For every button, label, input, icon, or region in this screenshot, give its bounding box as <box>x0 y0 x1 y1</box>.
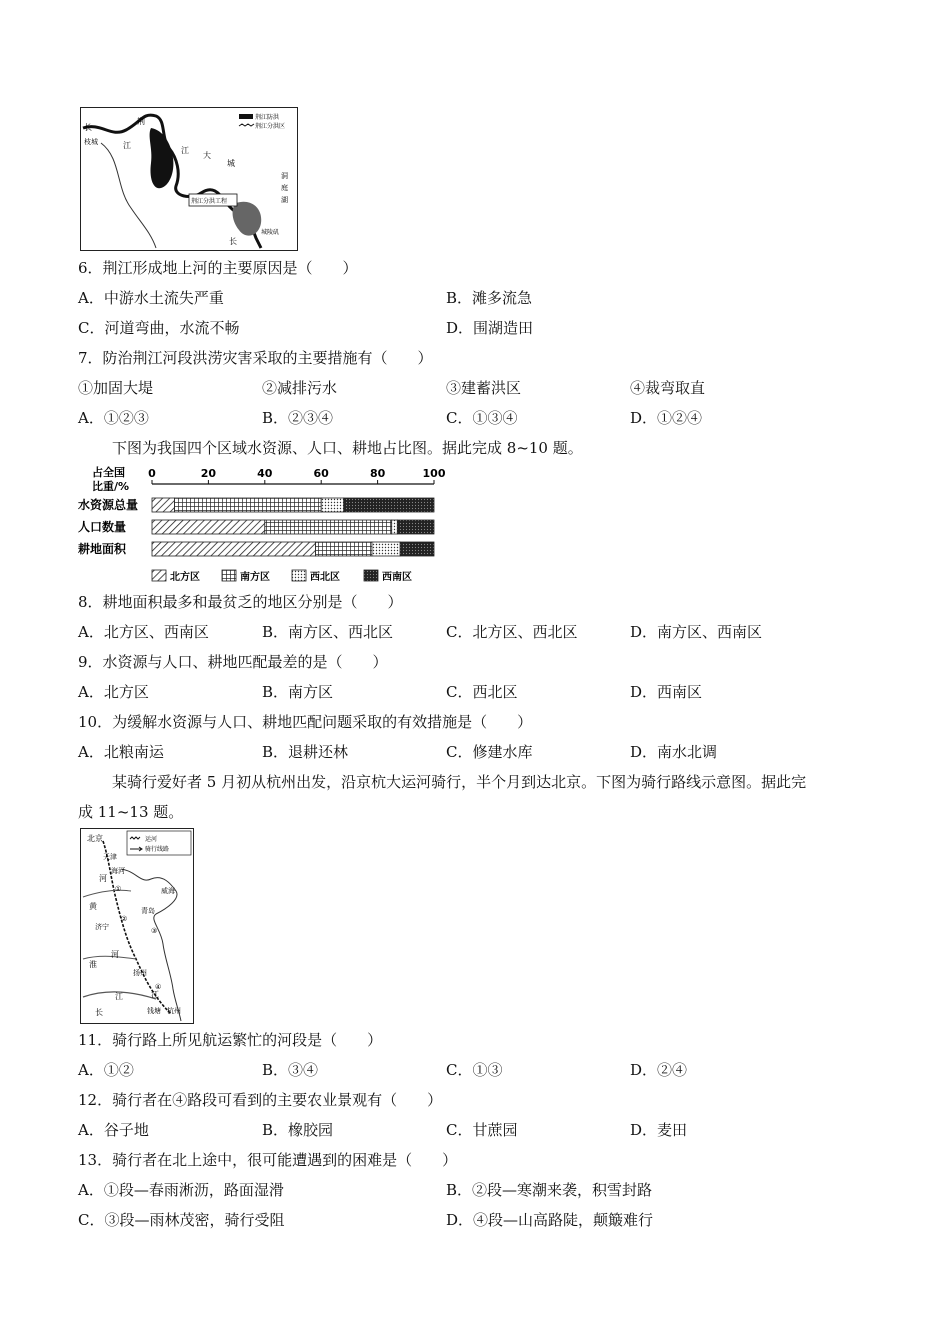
dongting-lake <box>233 202 262 236</box>
bar-segment <box>316 542 372 556</box>
x-tick-label: 60 <box>313 467 329 480</box>
map2-segment-2: ② <box>121 915 128 923</box>
q12-option-b: B．橡胶园 <box>262 1121 334 1139</box>
intro-q11-13-line2: 成 11~13 题。 <box>78 803 184 821</box>
x-tick-label: 20 <box>200 467 217 480</box>
map2-label-haihe: 海河 <box>111 867 125 875</box>
map2-segment-3: ③ <box>151 927 158 935</box>
q11-option-d: D．②④ <box>630 1061 688 1079</box>
q13-option-c: C．③段—雨林茂密，骑行受阻 <box>78 1211 285 1229</box>
q10-option-a: A．北粮南运 <box>78 743 164 761</box>
bar-segment <box>152 498 175 512</box>
map2-label-he2: 河 <box>111 950 119 959</box>
map1-label-jing: 荆 <box>137 117 145 126</box>
q7-option-a: A．①②③ <box>78 409 149 427</box>
map1-label-chenglingji: 城陵矶 <box>261 229 280 236</box>
map2-label-chang: 长 <box>95 1008 103 1017</box>
q11-option-b: B．③④ <box>262 1061 319 1079</box>
map2-label-huang: 黄 <box>89 902 97 911</box>
map1-label-ting: 庭 <box>281 184 288 192</box>
x-tick-label: 0 <box>148 467 156 480</box>
legend-label: 西北区 <box>310 572 340 583</box>
map2-label-jining: 济宁 <box>95 923 109 931</box>
y-axis-title-line1: 占全国 <box>92 466 125 479</box>
intro-q11-13-line1: 某骑行爱好者 5 月初从杭州出发，沿京杭大运河骑行，半个月到达北京。下图为骑行路线示意图。据此完 <box>112 773 807 791</box>
map2-segment-1: ① <box>115 885 122 893</box>
flood-diversion-area <box>150 128 174 188</box>
x-tick-label: 40 <box>257 467 273 480</box>
q11-option-a: A．①② <box>78 1061 134 1079</box>
legend-swatch <box>152 570 166 581</box>
q9-option-d: D．西南区 <box>630 683 703 701</box>
q13-stem: 13．骑行者在北上途中，很可能遭遇到的困难是（ ） <box>78 1151 458 1169</box>
intro-q8-10: 下图为我国四个区域水资源、人口、耕地占比图。据此完成 8~10 题。 <box>112 439 583 457</box>
project-box-label: 荆江分洪工程 <box>191 198 228 205</box>
map2-label-qingdao: 青岛 <box>141 907 155 915</box>
q13-option-d: D．④段—山高路陡，颠簸难行 <box>446 1211 654 1229</box>
jingjiang-map-drawing <box>81 108 297 250</box>
legend-swatch <box>364 570 378 581</box>
x-tick-label: 80 <box>369 467 386 480</box>
jingjiang-map <box>80 107 298 251</box>
q12-option-c: C．甘蔗园 <box>446 1121 518 1139</box>
bar-segment <box>372 542 400 556</box>
map2-label-jiang1: 江 <box>115 992 123 1001</box>
resource-share-chart <box>78 462 448 588</box>
resource-share-chart-svg <box>78 462 448 588</box>
bar-segment <box>392 520 398 534</box>
map1-label-hu: 湖 <box>281 196 288 204</box>
bar-segment <box>152 542 316 556</box>
legend-label: 南方区 <box>240 572 270 583</box>
map2-label-beijing: 北京 <box>87 834 103 843</box>
bar-segment <box>152 520 265 534</box>
map2-legend-route: 骑行线路 <box>145 846 170 853</box>
map1-label-chang2: 长 <box>229 237 237 246</box>
yellow-river <box>83 890 131 897</box>
map1-label-jiang2: 江 <box>181 146 189 155</box>
tributary <box>101 143 156 248</box>
q7-item-4: ④裁弯取直 <box>630 379 706 397</box>
map-legend-1: 荆江防洪 <box>255 114 280 121</box>
map2-label-yangzhou: 扬州 <box>133 969 147 977</box>
category-label: 水资源总量 <box>78 498 139 512</box>
q8-option-c: C．北方区、西北区 <box>446 623 578 641</box>
q7-option-b: B．②③④ <box>262 409 334 427</box>
q12-option-d: D．麦田 <box>630 1121 688 1139</box>
q6-stem: 6．荆江形成地上河的主要原因是（ ） <box>78 259 358 277</box>
q12-stem: 12．骑行者在④路段可看到的主要农业景观有（ ） <box>78 1091 443 1109</box>
x-tick-label: 100 <box>422 467 446 480</box>
grand-canal-route-map-drawing <box>81 829 193 1023</box>
map2-label-qiantang: 钱塘 <box>147 1007 161 1015</box>
legend-swatch-dike <box>239 114 253 119</box>
q12-option-a: A．谷子地 <box>78 1121 149 1139</box>
bar-segment <box>321 498 344 512</box>
legend-label: 北方区 <box>170 572 200 583</box>
legend-label: 西南区 <box>382 572 412 583</box>
map1-label-jiang1: 江 <box>123 141 131 150</box>
q11-option-c: C．①③ <box>446 1061 503 1079</box>
map1-label-chang: 长 <box>84 123 92 132</box>
legend-swatch-flood-area <box>239 124 254 126</box>
map2-label-huai: 淮 <box>89 960 97 969</box>
map2-label-he1: 河 <box>99 874 107 883</box>
huai-river <box>83 956 136 959</box>
q8-option-b: B．南方区、西北区 <box>262 623 394 641</box>
legend-swatch <box>292 570 306 581</box>
q8-option-d: D．南方区、西南区 <box>630 623 763 641</box>
q9-stem: 9．水资源与人口、耕地匹配最差的是（ ） <box>78 653 388 671</box>
map1-label-zhicheng: 枝城 <box>84 138 98 146</box>
y-axis-title-line2: 比重/% <box>92 480 130 493</box>
q8-stem: 8．耕地面积最多和最贫乏的地区分别是（ ） <box>78 593 403 611</box>
q7-stem: 7．防治荆江河段洪涝灾害采取的主要措施有（ ） <box>78 349 433 367</box>
grand-canal-route-map <box>80 828 194 1024</box>
yangtze-river <box>83 115 261 248</box>
category-label: 人口数量 <box>78 520 127 534</box>
map2-legend-canal: 运河 <box>145 836 158 843</box>
q9-option-c: C．西北区 <box>446 683 518 701</box>
map2-label-weihai: 威海 <box>161 887 175 895</box>
q6-option-b: B．滩多流急 <box>446 289 533 307</box>
q7-option-c: C．①③④ <box>446 409 518 427</box>
q9-option-a: A．北方区 <box>78 683 149 701</box>
map2-label-jiang2: 江 <box>151 990 159 999</box>
bar-segment <box>397 520 434 534</box>
map1-label-dong: 洞 <box>281 172 288 180</box>
map-legend-2: 荆江分洪区 <box>255 123 286 130</box>
q7-option-d: D．①②④ <box>630 409 703 427</box>
q7-item-1: ①加固大堤 <box>78 379 154 397</box>
q13-option-a: A．①段—春雨淅沥，路面湿滑 <box>78 1181 284 1199</box>
q10-option-c: C．修建水库 <box>446 743 533 761</box>
map2-segment-4: ④ <box>155 983 162 991</box>
q13-option-b: B．②段—寒潮来袭，积雪封路 <box>446 1181 653 1199</box>
q10-option-d: D．南水北调 <box>630 743 718 761</box>
bar-segment <box>344 498 434 512</box>
q10-stem: 10．为缓解水资源与人口、耕地匹配问题采取的有效措施是（ ） <box>78 713 533 731</box>
map1-label-cheng: 城 <box>227 159 235 168</box>
bar-segment <box>400 542 434 556</box>
bar-segment <box>175 498 322 512</box>
q7-item-3: ③建蓄洪区 <box>446 379 522 397</box>
q9-option-b: B．南方区 <box>262 683 334 701</box>
map1-label-da: 大 <box>203 151 211 160</box>
q8-option-a: A．北方区、西南区 <box>78 623 209 641</box>
q6-option-a: A．中游水土流失严重 <box>78 289 224 307</box>
legend-swatch <box>222 570 236 581</box>
map2-label-tianjin: 天津 <box>103 853 117 861</box>
q7-item-2: ②减排污水 <box>262 379 338 397</box>
q10-option-b: B．退耕还林 <box>262 743 349 761</box>
q11-stem: 11．骑行路上所见航运繁忙的河段是（ ） <box>78 1031 383 1049</box>
category-label: 耕地面积 <box>78 542 127 556</box>
q6-option-c: C．河道弯曲，水流不畅 <box>78 319 240 337</box>
map2-label-hangzhou: 杭州 <box>167 1007 181 1015</box>
bar-segment <box>265 520 392 534</box>
q6-option-d: D．围湖造田 <box>446 319 534 337</box>
